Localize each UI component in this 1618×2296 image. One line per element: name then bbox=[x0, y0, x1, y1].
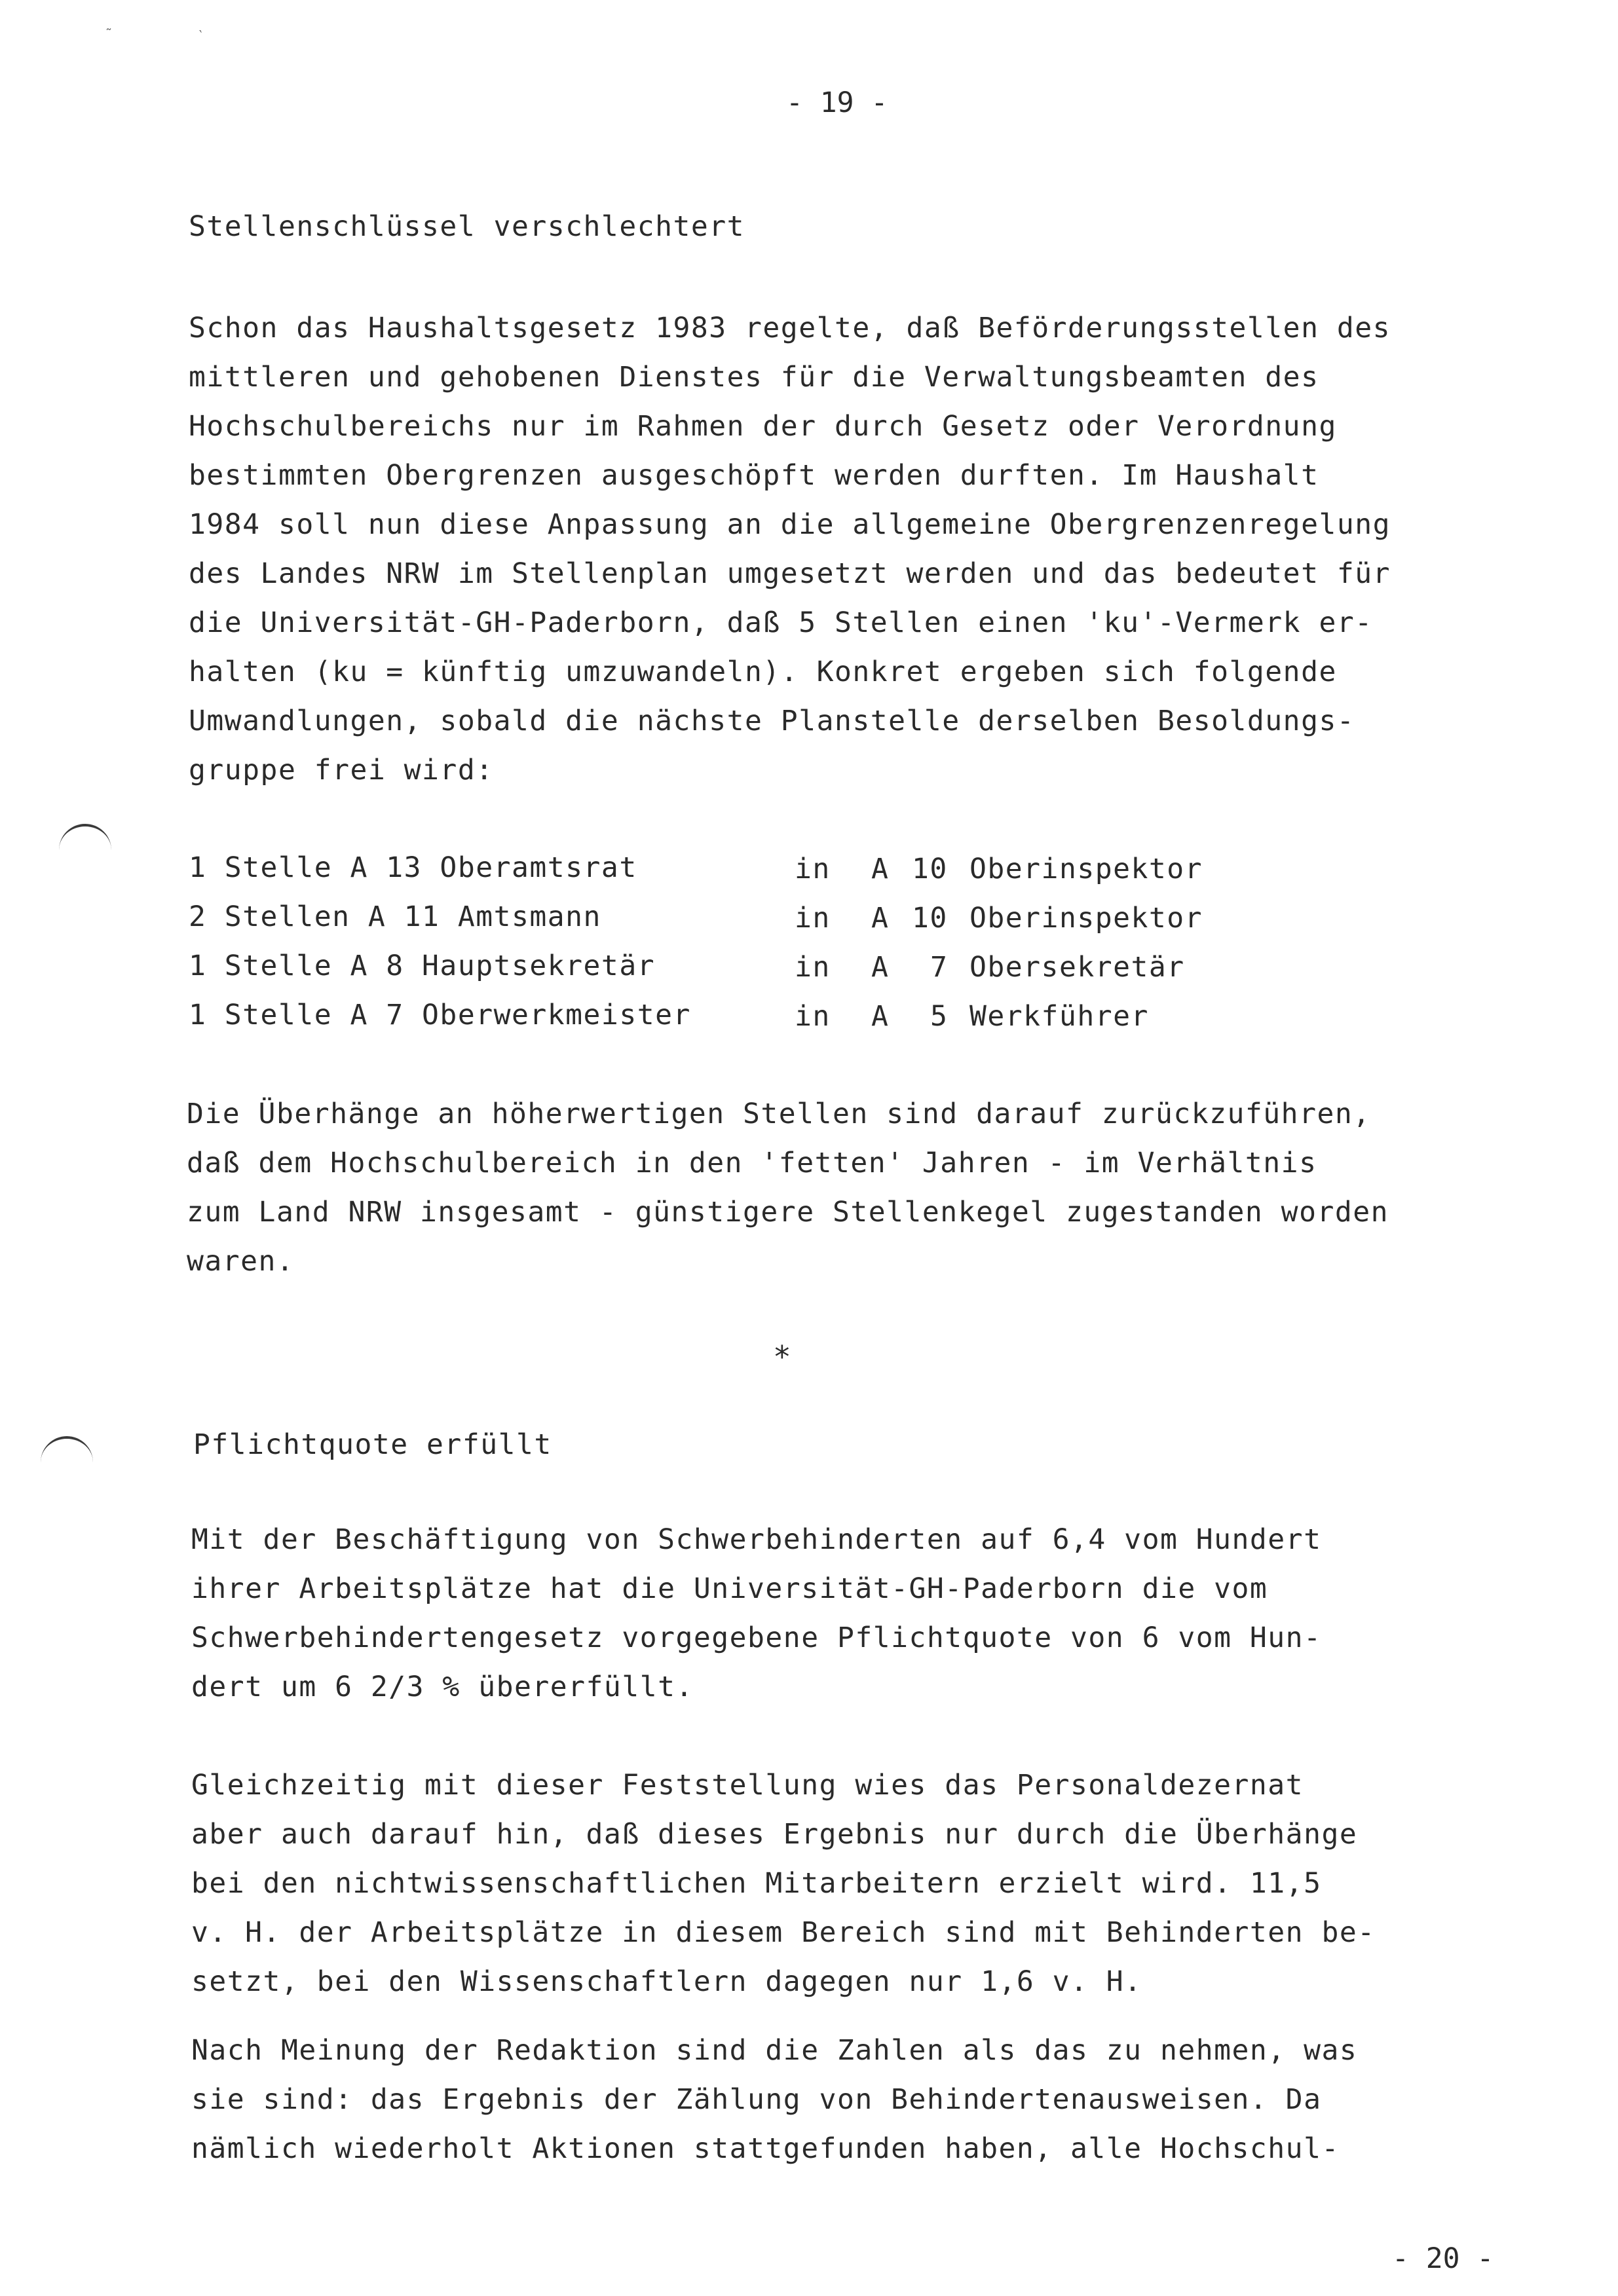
section-heading: Stellenschlüssel verschlechtert bbox=[189, 210, 745, 243]
conversion-to: Oberinspektor bbox=[969, 853, 1203, 885]
paragraph-line: die Universität-GH-Paderborn, daß 5 Stellen einen 'ku'-Vermerk er- bbox=[189, 606, 1373, 639]
paragraph-line: Umwandlungen, sobald die nächste Planstelle derselben Besoldungs- bbox=[189, 705, 1355, 737]
paragraph-line: Schon das Haushaltsgesetz 1983 regelte, daß Beförderungsstellen des bbox=[189, 312, 1391, 344]
conversion-num: 10 bbox=[912, 902, 948, 935]
conversion-grade: A bbox=[871, 951, 890, 984]
paragraph-line: bei den nichtwissenschaftlichen Mitarbeitern erzielt wird. 11,5 bbox=[191, 1867, 1322, 1900]
paragraph-line: waren. bbox=[187, 1245, 295, 1278]
paragraph-line: mittleren und gehobenen Dienstes für die Verwaltungsbeamten des bbox=[189, 361, 1319, 394]
next-page-indicator: - 20 - bbox=[1392, 2242, 1494, 2275]
paragraph-line: Gleichzeitig mit dieser Feststellung wies das Personaldezernat bbox=[191, 1769, 1304, 1802]
conversion-from: 1 Stelle A 7 Oberwerkmeister bbox=[189, 999, 691, 1031]
conversion-grade: A bbox=[871, 853, 890, 885]
conversion-num: 7 bbox=[930, 951, 949, 984]
paragraph-line: aber auch darauf hin, daß dieses Ergebnis nur durch die Überhänge bbox=[191, 1818, 1358, 1851]
scan-speck: ‵ bbox=[197, 28, 205, 43]
paragraph-line: Hochschulbereichs nur im Rahmen der durch Gesetz oder Verordnung bbox=[189, 410, 1337, 443]
hole-punch-mark bbox=[59, 824, 111, 866]
conversion-to: Obersekretär bbox=[969, 951, 1185, 984]
conversion-prep: in bbox=[795, 902, 831, 935]
paragraph-line: 1984 soll nun diese Anpassung an die allgemeine Obergrenzenregelung bbox=[189, 508, 1391, 541]
conversion-prep: in bbox=[795, 1000, 831, 1033]
conversion-num: 5 bbox=[930, 1000, 949, 1033]
paragraph-line: daß dem Hochschulbereich in den 'fetten' Jahren - im Verhältnis bbox=[187, 1147, 1317, 1179]
paragraph-line: halten (ku = künftig umzuwandeln). Konkret ergeben sich folgende bbox=[189, 656, 1337, 688]
paragraph-line: Nach Meinung der Redaktion sind die Zahlen als das zu nehmen, was bbox=[191, 2034, 1358, 2067]
conversion-prep: in bbox=[795, 951, 831, 984]
page-number: - 19 - bbox=[786, 86, 888, 119]
paragraph-line: Die Überhänge an höherwertigen Stellen sind darauf zurückzuführen, bbox=[187, 1098, 1371, 1130]
paragraph-line: ihrer Arbeitsplätze hat die Universität-GH-Paderborn die vom bbox=[191, 1572, 1268, 1605]
conversion-from: 2 Stellen A 11 Amtsmann bbox=[189, 900, 601, 933]
conversion-to: Oberinspektor bbox=[969, 902, 1203, 935]
paragraph-line: bestimmten Obergrenzen ausgeschöpft werden durften. Im Haushalt bbox=[189, 459, 1319, 492]
paragraph-line: dert um 6 2/3 % übererfüllt. bbox=[191, 1671, 694, 1703]
conversion-num: 10 bbox=[912, 853, 948, 885]
paragraph-line: gruppe frei wird: bbox=[189, 754, 494, 787]
paragraph-line: des Landes NRW im Stellenplan umgesetzt werden und das bedeutet für bbox=[189, 557, 1391, 590]
conversion-prep: in bbox=[795, 853, 831, 885]
scan-speck: ˜ bbox=[105, 26, 113, 42]
conversion-grade: A bbox=[871, 1000, 890, 1033]
paragraph-line: Mit der Beschäftigung von Schwerbehinderten auf 6,4 vom Hundert bbox=[191, 1523, 1322, 1556]
conversion-grade: A bbox=[871, 902, 890, 935]
paragraph-line: sie sind: das Ergebnis der Zählung von Behindertenausweisen. Da bbox=[191, 2083, 1322, 2116]
conversion-from: 1 Stelle A 8 Hauptsekretär bbox=[189, 950, 656, 982]
paragraph-line: zum Land NRW insgesamt - günstigere Stellenkegel zugestanden worden bbox=[187, 1196, 1389, 1229]
paragraph-line: nämlich wiederholt Aktionen stattgefunden haben, alle Hochschul- bbox=[191, 2132, 1340, 2165]
section-heading: Pflichtquote erfüllt bbox=[193, 1428, 552, 1461]
paragraph-line: Schwerbehindertengesetz vorgegebene Pflichtquote von 6 vom Hun- bbox=[191, 1621, 1322, 1654]
conversion-to: Werkführer bbox=[969, 1000, 1149, 1033]
conversion-from: 1 Stelle A 13 Oberamtsrat bbox=[189, 851, 637, 884]
section-separator: * bbox=[773, 1339, 791, 1375]
paragraph-line: setzt, bei den Wissenschaftlern dagegen nur 1,6 v. H. bbox=[191, 1965, 1142, 1998]
paragraph-line: v. H. der Arbeitsplätze in diesem Bereich sind mit Behinderten be- bbox=[191, 1916, 1376, 1949]
hole-punch-mark bbox=[41, 1436, 93, 1478]
